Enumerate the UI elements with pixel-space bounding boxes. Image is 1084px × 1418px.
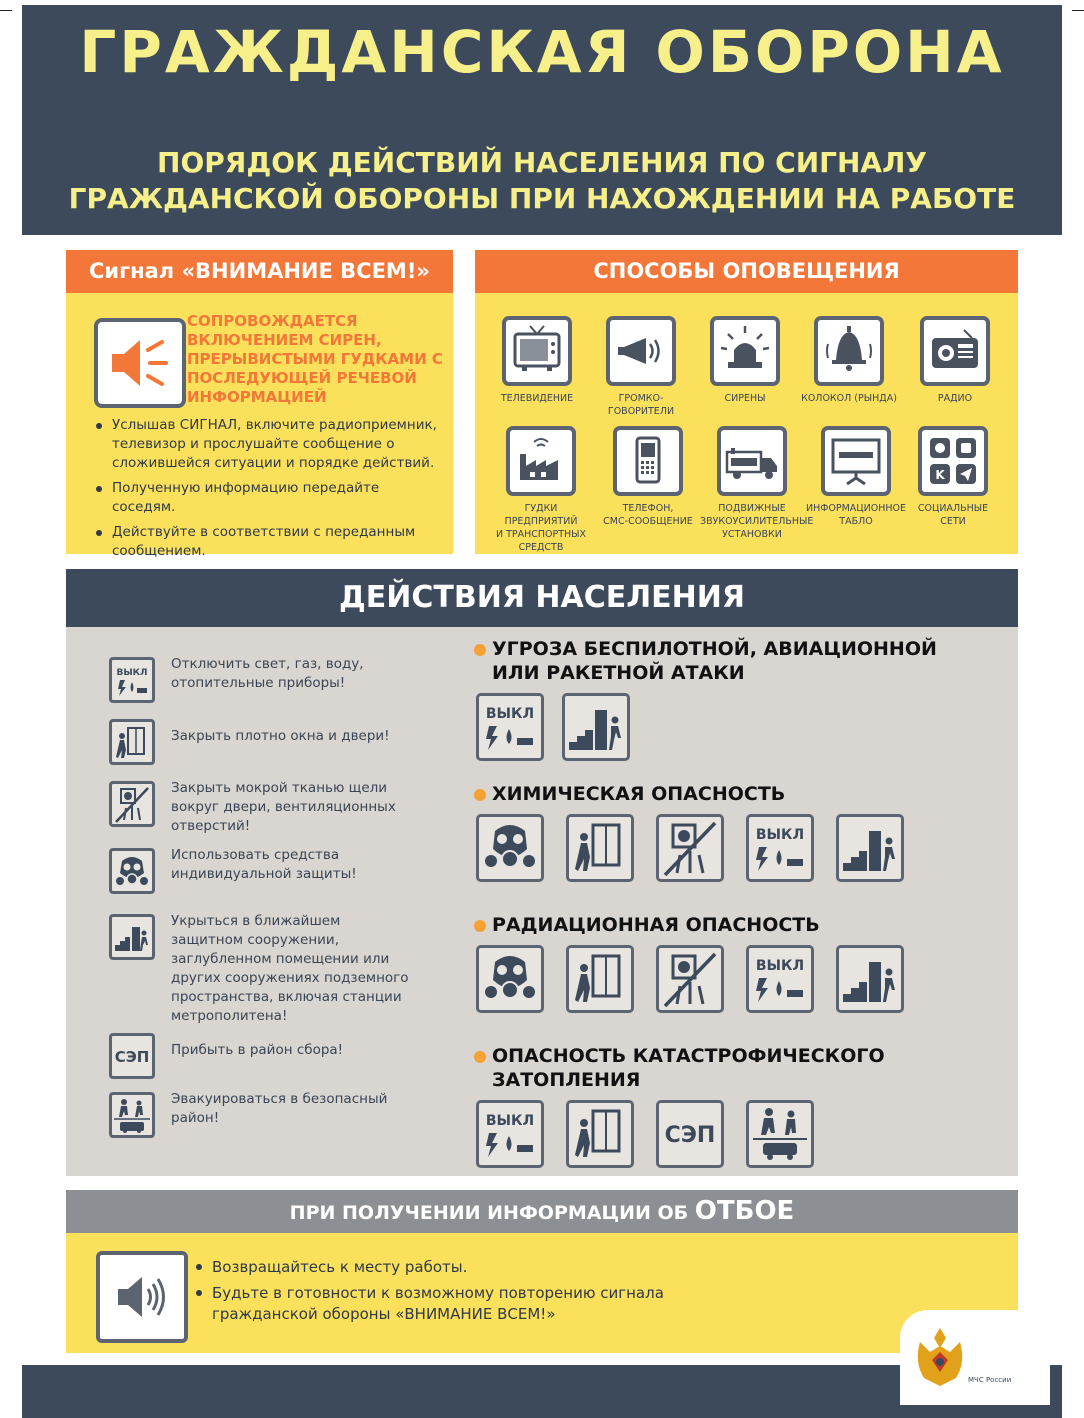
mchs-emblem-icon — [910, 1322, 970, 1392]
all-clear-title-emphasis: ОТБОЕ — [694, 1196, 795, 1226]
gas-mask-icon — [476, 814, 544, 882]
social-icon — [918, 426, 988, 496]
method-label: КОЛОКОЛ (РЫНДА) — [801, 393, 897, 404]
population-actions-section — [66, 569, 1018, 1176]
signal-title: Сигнал «ВНИМАНИЕ ВСЕМ!» — [66, 250, 453, 293]
info-board-icon — [821, 426, 891, 496]
seal-gaps-icon — [656, 945, 724, 1013]
header-banner — [22, 5, 1062, 235]
all-clear-panel — [66, 1233, 1018, 1353]
all-clear-title — [66, 1190, 1018, 1233]
threat-title: УГРОЗА БЕСПИЛОТНОЙ, АВИАЦИОННОЙ ИЛИ РАКЕТНОЙ АТАКИ — [474, 637, 962, 685]
seal-gaps-icon — [109, 781, 155, 827]
shelter-icon — [109, 914, 155, 960]
power-off-icon — [109, 657, 155, 703]
power-off-icon — [746, 945, 814, 1013]
svg-text:ВЫКЛ: ВЫКЛ — [116, 668, 148, 678]
svg-text:СЭП: СЭП — [114, 1048, 150, 1066]
all-clear-instruction: Возвращайтесь к месту работы. — [194, 1257, 694, 1278]
threat-flood — [474, 1044, 1018, 1170]
threat-title: РАДИАЦИОННАЯ ОПАСНОСТЬ — [474, 913, 820, 937]
method-label: ГУДКИ ПРЕДПРИЯТИЙ И ТРАНСПОРТНЫХ СРЕДСТВ — [495, 503, 587, 553]
mchs-label: МЧС России — [968, 1376, 1012, 1384]
tv-icon — [502, 316, 572, 386]
action-text: Закрыть плотно окна и двери! — [171, 728, 390, 744]
threat-title: ОПАСНОСТЬ КАТАСТРОФИЧЕСКОГО ЗАТОПЛЕНИЯ — [474, 1044, 1018, 1092]
method-item-mobile-units — [700, 426, 814, 541]
action-text: Укрыться в ближайшем защитном сооружении, заглубленном помещении или других сооружениях подземного пространства, включая станции метрополитена! — [171, 913, 409, 1024]
shelter-icon — [836, 814, 904, 882]
threat-icons — [474, 814, 805, 884]
method-item-tv — [485, 316, 589, 405]
signal-panel — [66, 250, 453, 559]
truck-icon — [717, 426, 787, 496]
siren-icon — [710, 316, 780, 386]
close-window-icon — [566, 1100, 634, 1168]
threat-title: ХИМИЧЕСКАЯ ОПАСНОСТЬ — [474, 782, 785, 806]
method-label: СОЦИАЛЬНЫЕ СЕТИ — [917, 503, 989, 527]
method-label: ТЕЛЕВИДЕНИЕ — [500, 393, 574, 404]
method-label: СИРЕНЫ — [724, 393, 766, 404]
threat-icons — [474, 1100, 1018, 1170]
power-off-icon — [476, 693, 544, 761]
action-text: Закрыть мокрой тканью щели вокруг двери, вентиляционных отверстий! — [171, 780, 396, 834]
action-text: Использовать средства индивидуальной защиты! — [171, 847, 357, 882]
svg-text:ВЫКЛ: ВЫКЛ — [485, 1113, 535, 1129]
method-label: ТЕЛЕФОН, СМС-СООБЩЕНИЕ — [603, 503, 693, 527]
threat-icons — [474, 693, 962, 763]
method-item-info-board — [804, 426, 908, 528]
threat-chemical — [474, 782, 805, 884]
radio-icon — [920, 316, 990, 386]
svg-text:ВЫКЛ: ВЫКЛ — [485, 706, 535, 722]
seal-gaps-icon — [656, 814, 724, 882]
mchs-logo — [900, 1310, 1050, 1405]
signal-instruction: Действуйте в соответствии с переданным сообщением. — [94, 523, 444, 561]
method-item-sirens — [693, 316, 797, 405]
signal-instruction: Услышав СИГНАЛ, включите радиоприемник, телевизор и прослушайте сообщение о сложившейся ситуации и порядке действий. — [94, 416, 444, 473]
action-text: Эвакуироваться в безопасный район! — [171, 1091, 388, 1126]
signal-instructions — [94, 416, 444, 567]
gas-mask-icon — [476, 945, 544, 1013]
signal-description: СОПРОВОЖДАЕТСЯ ВКЛЮЧЕНИЕМ СИРЕН, ПРЕРЫВИСТЫМИ ГУДКАМИ С ПОСЛЕДУЮЩЕЙ РЕЧЕВОЙ ИНФОРМАЦИЕЙ — [187, 312, 443, 406]
threat-icons — [474, 945, 820, 1015]
method-label: ПОДВИЖНЫЕ ЗВУКОУСИЛИТЕЛЬНЫЕ УСТАНОВКИ — [700, 503, 814, 540]
power-off-icon — [746, 814, 814, 882]
threat-air-attack — [474, 637, 962, 763]
crop-mark — [1072, 10, 1084, 11]
svg-text:K: K — [935, 468, 945, 482]
method-label: ГРОМКО- ГОВОРИТЕЛИ — [607, 393, 675, 417]
shelter-icon — [562, 693, 630, 761]
close-window-icon — [566, 945, 634, 1013]
all-clear-instruction: Будьте в готовности к возможному повторению сигнала гражданской обороны «ВНИМАНИЕ ВСЕМ!» — [194, 1283, 694, 1325]
svg-text:ВЫКЛ: ВЫКЛ — [755, 958, 805, 974]
action-text: Отключить свет, газ, воду, отопительные приборы! — [171, 656, 364, 691]
method-label: ИНФОРМАЦИОННОЕ ТАБЛО — [805, 503, 907, 527]
sep-icon — [656, 1100, 724, 1168]
speaker-icon — [96, 1251, 188, 1343]
signal-instruction: Полученную информацию передайте соседям. — [94, 479, 444, 517]
method-item-phone — [596, 426, 700, 528]
method-item-radio — [903, 316, 1007, 405]
loudspeaker-alert-icon — [94, 318, 186, 408]
bell-icon — [814, 316, 884, 386]
factory-icon — [506, 426, 576, 496]
gas-mask-icon — [109, 848, 155, 894]
crop-mark — [0, 10, 12, 11]
phone-icon — [613, 426, 683, 496]
methods-title: СПОСОБЫ ОПОВЕЩЕНИЯ — [475, 250, 1018, 293]
loudspeaker-icon — [606, 316, 676, 386]
sep-icon — [109, 1033, 155, 1079]
close-window-icon — [109, 719, 155, 765]
svg-text:СЭП: СЭП — [664, 1123, 716, 1148]
threat-radiation — [474, 913, 820, 1015]
subtitle-line-1: ПОРЯДОК ДЕЙСТВИЙ НАСЕЛЕНИЯ ПО СИГНАЛУ — [157, 146, 927, 179]
action-text: Прибыть в район сбора! — [171, 1042, 344, 1058]
method-label: РАДИО — [937, 393, 973, 404]
subtitle-line-2: ГРАЖДАНСКОЙ ОБОРОНЫ ПРИ НАХОЖДЕНИИ НА РАБОТЕ — [68, 182, 1016, 215]
evacuate-icon — [109, 1092, 155, 1138]
svg-text:ВЫКЛ: ВЫКЛ — [755, 827, 805, 843]
evacuate-icon — [746, 1100, 814, 1168]
power-off-icon — [476, 1100, 544, 1168]
method-item-social — [901, 426, 1005, 528]
method-item-bell — [797, 316, 901, 405]
method-item-loudspeakers — [589, 316, 693, 418]
method-item-factory-horns — [489, 426, 593, 554]
shelter-icon — [836, 945, 904, 1013]
page-subtitle — [22, 145, 1062, 217]
actions-title: ДЕЙСТВИЯ НАСЕЛЕНИЯ — [66, 569, 1018, 627]
page-title: ГРАЖДАНСКАЯ ОБОРОНА — [79, 18, 1005, 86]
all-clear-title-prefix: ПРИ ПОЛУЧЕНИИ ИНФОРМАЦИИ ОБ — [289, 1202, 689, 1224]
notification-methods-panel — [475, 250, 1018, 554]
close-window-icon — [566, 814, 634, 882]
all-clear-instructions — [194, 1257, 694, 1330]
